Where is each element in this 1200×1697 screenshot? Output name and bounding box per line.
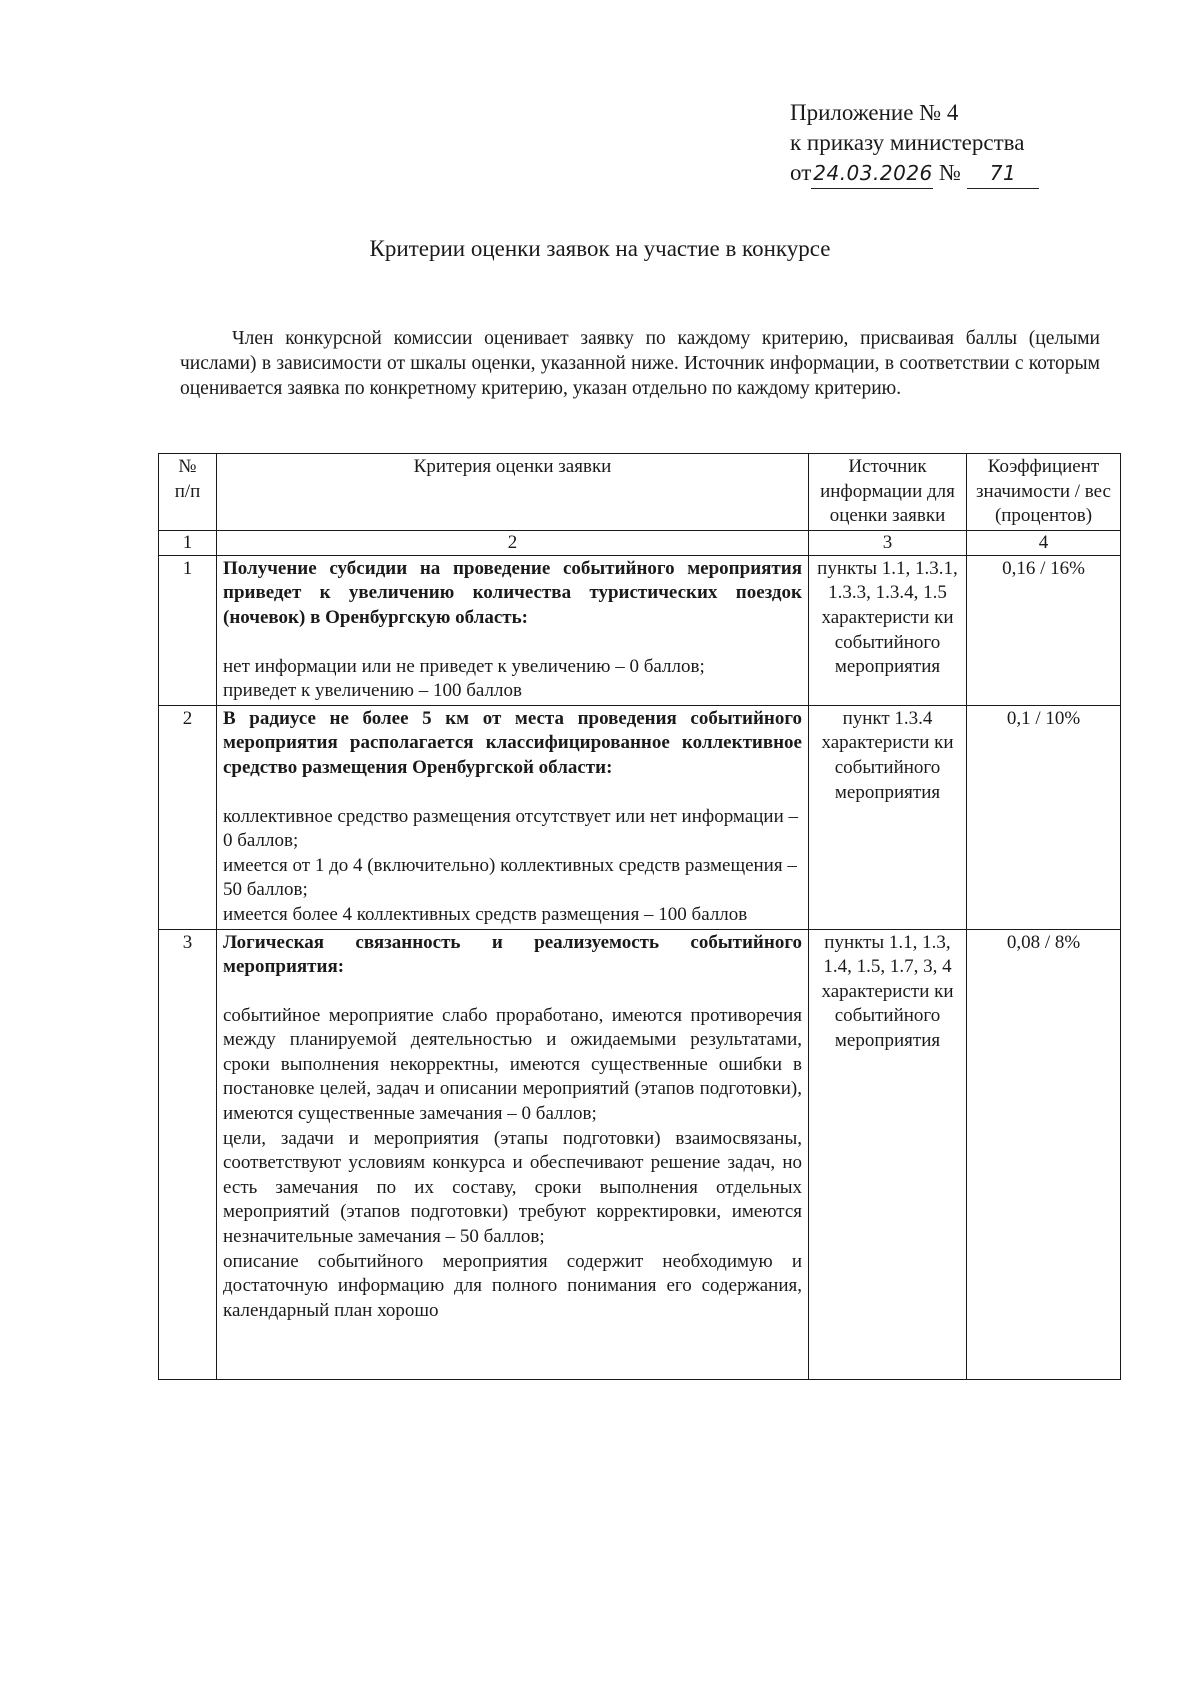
score-line: коллективное средство размещения отсутствует или нет информации – 0 баллов;: [223, 805, 799, 852]
column-number: 4: [967, 530, 1121, 555]
header-weight: Коэффициент значимости / вес (процентов): [967, 454, 1121, 531]
handwritten-number: 71: [967, 158, 1039, 189]
criterion-title: Логическая связанность и реализуемость событийного мероприятия:: [223, 931, 802, 978]
criterion-cell: [217, 929, 809, 1379]
number-prefix: №: [939, 160, 961, 185]
score-line: имеется более 4 коллективных средств размещения – 100 баллов: [223, 903, 748, 925]
source-cell: пункты 1.1, 1.3, 1.4, 1.5, 1.7, 3, 4 характеристи ки событийного мероприятия: [809, 929, 967, 1379]
intro-paragraph: Член конкурсной комиссии оценивает заявку по каждому критерию, присваивая баллы (целыми числами) в зависимости от шкалы оценки, указанной ниже. Источник информации, в соответствии с которым оценивается заявка по конкретному критерию, указан отдельно по каждому критерию.: [180, 328, 1100, 399]
table-row: [159, 705, 1121, 929]
source-cell: пункт 1.3.4 характеристи ки событийного мероприятия: [809, 705, 967, 929]
weight-cell: 0,08 / 8%: [967, 929, 1121, 1379]
header-criterion: Критерия оценки заявки: [217, 454, 809, 531]
header-num: № п/п: [159, 454, 217, 531]
score-line: событийное мероприятие слабо проработано, имеются противоречия между планируемой деятельностью и ожидаемыми результатами, сроки выполнения некорректны, имеются существенные ошибки в постановке целей, задач и описании мероприятий (этапов подготовки), имеются существенные замечания – 0 баллов;: [223, 1004, 802, 1125]
score-line: нет информации или не приведет к увеличению – 0 баллов;: [223, 655, 705, 677]
handwritten-date: 24.03.2026: [811, 158, 933, 189]
row-number: 3: [159, 929, 217, 1379]
table-header-row: [159, 454, 1121, 531]
column-number: 1: [159, 530, 217, 555]
source-cell: пункты 1.1, 1.3.1, 1.3.3, 1.3.4, 1.5 характеристи ки событийного мероприятия: [809, 555, 967, 705]
appendix-date-line: [790, 158, 1039, 189]
criterion-cell: [217, 705, 809, 929]
score-line: описание событийного мероприятия содержит необходимую и достаточную информацию для полного понимания его содержания, календарный план хорошо: [223, 1250, 802, 1321]
table-row: [159, 555, 1121, 705]
score-line: приведет к увеличению – 100 баллов: [223, 680, 522, 702]
criterion-title: В радиусе не более 5 км от места проведения событийного мероприятия располагается классифицированное коллективное средство размещения Оренбургской области:: [223, 707, 802, 778]
date-prefix: от: [790, 160, 812, 185]
table-row: [159, 929, 1121, 1379]
appendix-header: [790, 98, 1039, 189]
weight-cell: 0,1 / 10%: [967, 705, 1121, 929]
header-source: Источник информации для оценки заявки: [809, 454, 967, 531]
criterion-cell: [217, 555, 809, 705]
criterion-title: Получение субсидии на проведение событийного мероприятия приведет к увеличению количества туристических поездок (ночевок) в Оренбургскую область:: [223, 557, 802, 628]
weight-cell: 0,16 / 16%: [967, 555, 1121, 705]
column-number: 3: [809, 530, 967, 555]
criteria-table: [158, 453, 1121, 1380]
column-number: 2: [217, 530, 809, 555]
score-line: имеется от 1 до 4 (включительно) коллективных средств размещения – 50 баллов;: [223, 854, 797, 901]
row-number: 2: [159, 705, 217, 929]
column-number-row: [159, 530, 1121, 555]
score-line: цели, задачи и мероприятия (этапы подготовки) взаимосвязаны, соответствуют условиям конкурса и обеспечивают решение задач, но есть замечания по их составу, сроки выполнения отдельных мероприятий (этапов подготовки) требуют корректировки, имеются незначительные замечания – 50 баллов;: [223, 1127, 802, 1248]
row-number: 1: [159, 555, 217, 705]
appendix-order-ref: к приказу министерства: [790, 130, 1025, 155]
page-title: Критерии оценки заявок на участие в конкурсе: [369, 236, 831, 261]
appendix-number: Приложение № 4: [790, 100, 959, 125]
